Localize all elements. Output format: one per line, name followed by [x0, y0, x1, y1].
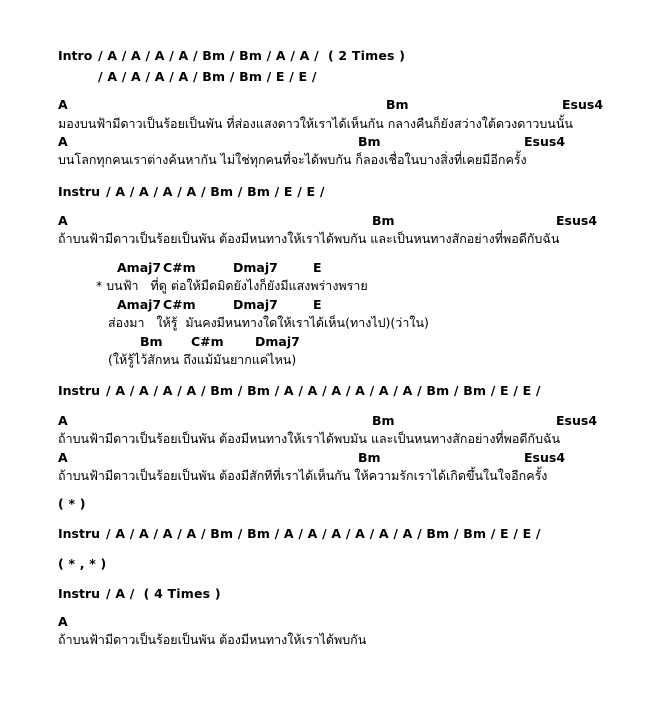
chord-label: Bm [372, 413, 395, 428]
chord-label: Dmaj7 [233, 260, 278, 275]
chord-label: Amaj7 [117, 260, 162, 275]
intro-section-label: Intro [58, 48, 93, 63]
instru-section-label: Instru [58, 586, 101, 601]
chord-label: Bm [372, 213, 395, 228]
chord-label: A [58, 213, 68, 228]
instru-progression-line-1: / A / A / A / A / Bm / Bm / E / E / [106, 184, 325, 199]
chord-label: E [313, 297, 322, 312]
chord-label: Esus4 [556, 413, 598, 428]
instru-section-label: Instru [58, 526, 101, 541]
lyric-line: ถ้าบนฟ้ามีดาวเป็นร้อยเป็นพัน ต้องมีหนทางให้เราได้พบมัน และเป็นหนทางสักอย่างที่พอดีกับฉัน [58, 431, 561, 446]
lyric-line: บนโลกทุกคนเราต่างค้นหากัน ไม่ใช่ทุกคนที่จะได้พบกัน ก็ลองเชื่อในบางสิ่งที่เคยมีอีกครั้ง [58, 152, 527, 167]
chord-label: C#m [163, 297, 196, 312]
chord-label: Amaj7 [117, 297, 162, 312]
chorus-lyric-line: ส่องมา ให้รู้ มันคงมีหนทางใดให้เราได้เห็น(ทางไป)(ว่าใน) [108, 315, 429, 330]
chord-label: Bm [386, 97, 409, 112]
chord-label: Esus4 [524, 134, 566, 149]
chord-label: Bm [358, 134, 381, 149]
chord-label: A [58, 97, 68, 112]
instru-section-label: Instru [58, 383, 101, 398]
repeat-marker-star: ( * ) [58, 496, 86, 511]
chord-label: Bm [358, 450, 381, 465]
instru-progression-line-4: / A / ( 4 Times ) [106, 586, 221, 601]
chord-label: C#m [191, 334, 224, 349]
chord-label: A [58, 614, 68, 629]
chord-label: C#m [163, 260, 196, 275]
repeat-marker-star-star: ( * , * ) [58, 556, 107, 571]
intro-progression-line-1: / A / A / A / A / Bm / Bm / A / A / ( 2 Times ) [98, 48, 406, 63]
chord-label: Esus4 [556, 213, 598, 228]
chord-label: Esus4 [562, 97, 604, 112]
chord-label: Esus4 [524, 450, 566, 465]
chord-label: A [58, 413, 68, 428]
chord-label: E [313, 260, 322, 275]
chord-label: Dmaj7 [233, 297, 278, 312]
instru-progression-line-2: / A / A / A / A / Bm / Bm / A / A / A / A / A / A / Bm / Bm / E / E / [106, 383, 541, 398]
chord-label: Dmaj7 [255, 334, 300, 349]
chorus-lyric-line: * บนฟ้า ที่ดู ต่อให้มืดมิดยังไงก็ยังมีแสงพร่างพราย [96, 278, 368, 293]
chord-label: Bm [140, 334, 163, 349]
instru-section-label: Instru [58, 184, 101, 199]
chord-label: A [58, 450, 68, 465]
lyric-line: มองบนฟ้ามีดาวเป็นร้อยเป็นพัน ที่ส่องแสงดาวให้เราได้เห็นกัน กลางคืนก็ยังสว่างใต้ดวงดาวบนนั้น [58, 116, 573, 131]
chorus-lyric-line: (ให้รู้ไว้สักหน ถึงแม้มันยากแค่ไหน) [108, 352, 297, 367]
intro-progression-line-2: / A / A / A / A / Bm / Bm / E / E / [98, 69, 317, 84]
chord-label: A [58, 134, 68, 149]
lyric-line: ถ้าบนฟ้ามีดาวเป็นร้อยเป็นพัน ต้องมีหนทางให้เราได้พบกัน และเป็นหนทางสักอย่างที่พอดีกับฉัน [58, 231, 560, 246]
instru-progression-line-3: / A / A / A / A / Bm / Bm / A / A / A / A / A / A / Bm / Bm / E / E / [106, 526, 541, 541]
lyric-line: ถ้าบนฟ้ามีดาวเป็นร้อยเป็นพัน ต้องมีสักทีที่เราได้เห็นกัน ให้ความรักเราได้เกิดขึ้นในใจอีกครั้ง [58, 468, 548, 483]
lyric-line: ถ้าบนฟ้ามีดาวเป็นร้อยเป็นพัน ต้องมีหนทางให้เราได้พบกัน [58, 632, 367, 647]
